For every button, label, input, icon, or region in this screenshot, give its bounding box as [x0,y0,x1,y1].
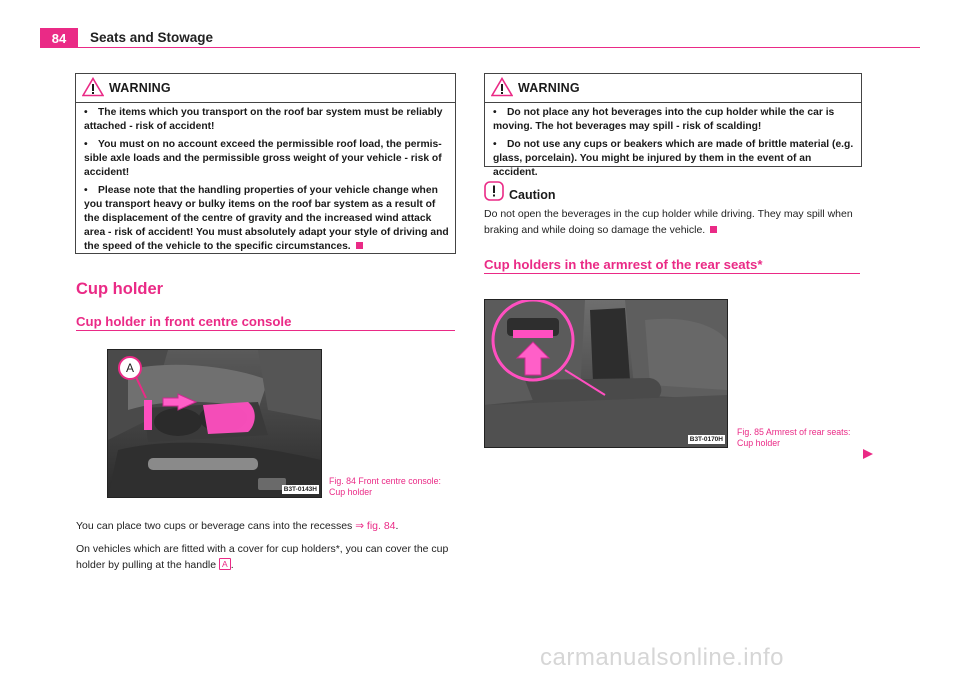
section-title: Seats and Stowage [90,30,214,45]
warning-triangle-icon [491,77,513,97]
end-marker-icon [356,242,363,249]
rear-subheading: Cup holders in the armrest of the rear seats* [484,257,763,272]
figure-85-caption: Fig. 85 Armrest of rear seats: Cup holder [737,427,851,448]
page-number: 84 [40,28,78,48]
warning-box-right [484,73,862,178]
subheading-rule [484,273,860,274]
warning-header [485,74,861,103]
figure-85-image [484,299,728,448]
warning-title: WARNING [109,81,171,95]
caution-title: Caution [509,188,556,202]
warning-item: • Do not place any hot beverages into the cup holder while the car is moving. The hot beverages may spill - risk of scalding! [493,107,835,132]
front-subheading: Cup holder in front centre console [76,314,292,329]
bullet-icon: • [493,107,497,118]
end-marker-icon [710,226,717,233]
section-heading: Cup holder [76,280,164,298]
paragraph-2: On vehicles which are fitted with a cover for cup holders*, you can cover the cup holder by pulling at the handle A . [76,543,449,571]
warning-item: • The items which you transport on the roof bar system must be reliably attached - risk of accident! [84,107,443,132]
paragraph-1: You can place two cups or beverage cans into the recesses ⇒ fig. 84. [76,520,399,532]
image-code: B3T-0143H [283,486,317,493]
bullet-icon: • [84,107,88,118]
figure-84-image [107,349,322,498]
bullet-icon: • [493,139,497,150]
image-code: B3T-0170H [689,436,723,443]
next-page-arrow-icon[interactable] [862,448,874,460]
caution-text: Do not open the beverages in the cup holder while driving. They may spill when braking and while doing so damage the vehicle. [484,208,853,236]
subheading-rule [76,330,455,331]
warning-triangle-icon [82,77,104,97]
header-rule [40,47,920,48]
warning-item: • Please note that the handling properties of your vehicle change when you transport heavy or bulky items on the roof bar system as a result of the displacement of the centre of gravity and the increased wind attack area - risk of accident! You must absolutely adapt your style of driving and the speed of the vehicle to the specific circumstances. [84,185,449,252]
bullet-icon: • [84,185,88,196]
bullet-icon: • [84,139,88,150]
warning-header [76,74,455,103]
warning-box-left [75,73,456,254]
callout-label: A [125,361,135,375]
figure-link[interactable]: ⇒ fig. 84 [355,520,396,532]
handle-label: A [219,558,231,570]
caution-icon [484,181,504,201]
watermark: carmanualsonline.info [540,644,784,671]
figure-84-caption: Fig. 84 Front centre console: Cup holder [329,476,441,497]
front-console-illustration [108,350,321,497]
rear-armrest-illustration [485,300,727,447]
warning-item: • Do not use any cups or beakers which are made of brittle material (e.g. glass, porcelain). You might be injured by them in the event of an accident. [493,139,854,178]
warning-title: WARNING [518,81,580,95]
warning-item: • You must on no account exceed the permissible roof load, the permis-sible axle loads and the permissible gross weight of your vehicle - risk of accident! [84,139,442,178]
